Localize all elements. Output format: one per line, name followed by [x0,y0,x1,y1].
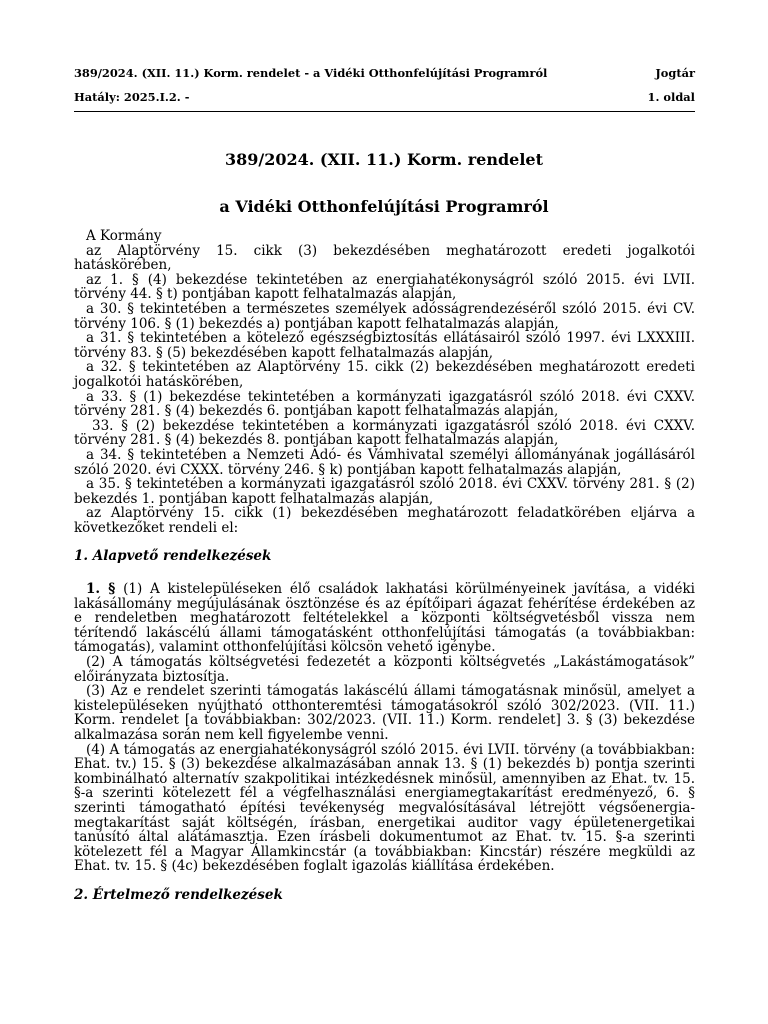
running-header-effect [74,90,695,104]
section-1-paragraph-2: (2) A támogatás költségvetési fedezetét a központi költségvetés „Lakástámogatások” előirányzata biztosítja. [74,654,695,685]
decree-title: 389/2024. (XII. 11.) Korm. rendelet [225,150,543,169]
decree-subtitle: a Vidéki Otthonfelújítási Programról [219,197,549,216]
preamble-paragraph: a 35. § tekintetében a kormányzati igazgatásról szóló 2018. évi CXXV. törvény 281. § (2) bekezdés 1. pontjában kapott felhatalmazás alapján, [74,476,695,507]
preamble-paragraph: az Alaptörvény 15. cikk (1) bekezdésében meghatározott feladatkörében eljárva a következőket rendeli el: [74,505,695,536]
section-heading-1: 1. Alapvető rendelkezések [74,548,272,565]
document-body [74,229,695,919]
running-header [74,66,695,80]
header-page-number: 1. oldal [647,90,695,104]
preamble-paragraph: a 33. § (1) bekezdése tekintetében a kormányzati igazgatásról szóló 2018. évi CXXV. törvény 281. § (4) bekezdés 6. pontjában kapott felhatalmazás alapján, [74,388,695,420]
section-1-paragraph-3: (3) Az e rendelet szerinti támogatás lakáscélú állami támogatásnak minősül, amelyet a kistelepüléseken nyújtható otthonteremtési támogatásokról szóló 302/2023. (VII. 11.) Korm. rendelet [a továbbiakban: 302/2023. (VII. 11.) Korm. rendelet] 3. § (3) bekezdése alkalmazása során nem kell figyelembe venni. [74,683,695,743]
preamble-paragraph: az Alaptörvény 15. cikk (3) bekezdésében meghatározott eredeti jogalkotói hatáskörében, [74,242,695,274]
header-divider [74,111,695,112]
section-1-paragraph-1 [74,582,695,655]
preamble-intro: A Kormány [86,228,162,244]
preamble-paragraph: az 1. § (4) bekezdése tekintetében az energiahatékonyságról szóló 2015. évi LVII. törvény 44. § t) pontjában kapott felhatalmazás alapján, [74,271,695,303]
header-publisher: Jogtár [655,66,695,80]
section-1-paragraph-4: (4) A támogatás az energiahatékonyságról szóló 2015. évi LVII. törvény (a továbbiakban: Ehat. tv.) 15. § (3) bekezdése alkalmazásában annak 13. § (1) bekezdés b) pontja szerinti kombinálható alternatív szakpolitikai intézkedésnek minősül, amennyiben az Ehat. tv. 15. §-a szerinti kötelezett fél a végfelhasználási energiamegtakarítást eredményező, 6. § szerinti támogatható építési tevékenység megvalósításával létrejött végsőenergia-megtakarítást saját költségén, írásban, energetikai auditor vagy épületenergetikai tanúsító által alátámasztja. Ezen írásbeli dokumentumot az Ehat. tv. 15. §-a szerinti kötelezett fél a Magyar Államkincstár (a továbbiakban: Kincstár) részére megküldi az Ehat. tv. 15. § (4c) bekezdésében foglalt igazolás kiállítása érdekében. [74,741,695,875]
paragraph-mark: 1. § [86,581,116,598]
paragraph-text: (1) A kistelepüléseken élő családok lakhatási körülményeinek javítása, a vidéki lakásállomány megújulásának ösztönzése és az építőipari ágazat fehérítése érdekében az e rendeletben meghatározott feltételekkel a központi költségvetésből vissza nem térítendő lakáscélú állami támogatásként otthonfelújítási támogatás (a továbbiakban: támogatás), valamint otthonfelújítási kölcsön vehető igénybe. [74,581,695,656]
section-heading-2: 2. Értelmező rendelkezések [74,886,283,903]
preamble-paragraph: a 31. § tekintetében a kötelező egészségbiztosítás ellátásairól szóló 1997. évi LXXXIII. törvény 83. § (5) bekezdésében kapott felhatalmazás alapján, [74,330,695,361]
preamble-paragraph: 33. § (2) bekezdése tekintetében a kormányzati igazgatásról szóló 2018. évi CXXV. törvény 281. § (4) bekezdés 8. pontjában kapott felhatalmazás alapján, [74,417,695,449]
preamble-paragraph: a 34. § tekintetében a Nemzeti Adó- és Vámhivatal személyi állományának jogállásáról szóló 2020. évi CXXX. törvény 246. § k) pontjában kapott felhatalmazás alapján, [74,446,695,478]
preamble-paragraph: a 30. § tekintetében a természetes személyek adósságrendezéséről szóló 2015. évi CV. törvény 106. § (1) bekezdés a) pontjában kapott felhatalmazás alapján, [74,300,695,332]
header-document-title: 389/2024. (XII. 11.) Korm. rendelet - a Vidéki Otthonfelújítási Programról [74,66,548,80]
header-effect-date: Hatály: 2025.I.2. - [74,90,190,104]
preamble-paragraph: a 32. § tekintetében az Alaptörvény 15. cikk (2) bekezdésében meghatározott eredeti jogalkotói hatáskörében, [74,359,695,390]
